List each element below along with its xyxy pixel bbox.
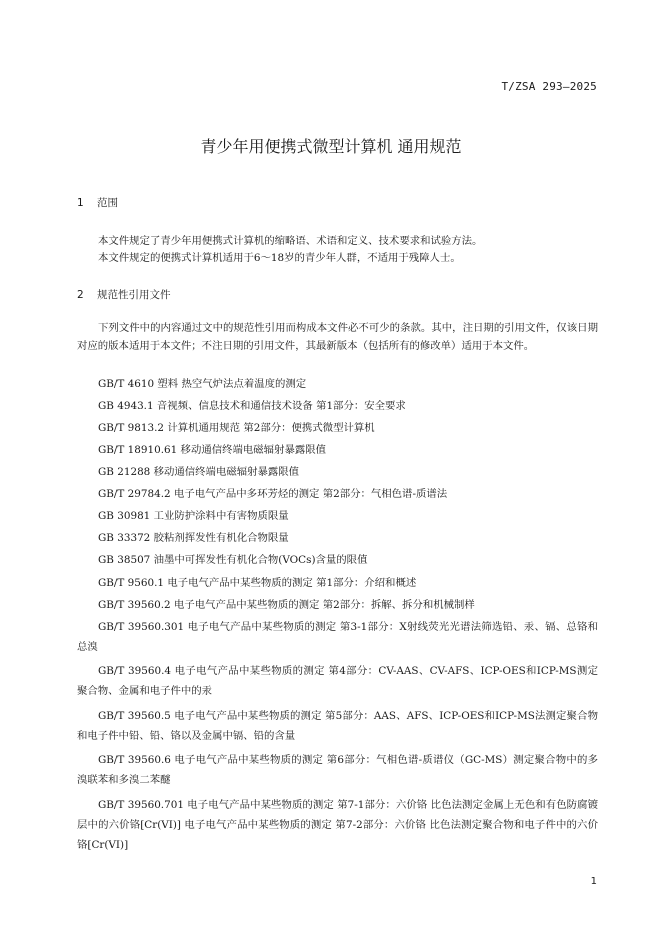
reference-item: GB 21288 移动通信终端电磁辐射暴露限值 [98,466,300,478]
reference-item: GB 33372 胶粘剂挥发性有机化合物限量 [98,532,289,544]
reference-item: GB 38507 油墨中可挥发性有机化合物(VOCs)含量的限值 [98,554,368,566]
document-number: T/ZSA 293—2025 [501,80,597,93]
document-title: 青少年用便携式微型计算机 通用规范 [200,137,462,156]
reference-item: GB 4943.1 音视频、信息技术和通信技术设备 第1部分：安全要求 [98,400,406,412]
reference-item: GB/T 39560.701 电子电气产品中某些物质的测定 第7-1部分：六价铬 比色法测定金属上无色和有色防腐镀层中的六价铬[Cr(VI)] 电子电气产品中某些物质的测定 第7-2部分：六价铬 比色法测定聚合物和电子件中的六价铬[Cr(VI)] [77,799,598,851]
reference-item: GB/T 39560.5 电子电气产品中某些物质的测定 第5部分：AAS、AFS、ICP-OES和ICP-MS法测定聚合物和电子件中铅、铅、铬以及金属中镉、铅的含量 [77,710,598,742]
section-number: 1 [77,197,84,209]
references-intro: 下列文件中的内容通过文中的规范性引用而构成本文件必不可少的条款。其中，注日期的引用文件，仅该日期对应的版本适用于本文件；不注日期的引用文件，其最新版本（包括所有的修改单）适用于本文件。 [77,322,598,352]
reference-item: GB/T 18910.61 移动通信终端电磁辐射暴露限值 [98,444,327,456]
page-number: 1 [590,876,597,887]
section-1-heading [77,195,118,210]
reference-item: GB/T 39560.6 电子电气产品中某些物质的测定 第6部分：气相色谱-质谱仪（GC-MS）测定聚合物中的多溴联苯和多溴二苯醚 [77,754,598,786]
reference-item: GB/T 39560.301 电子电气产品中某些物质的测定 第3-1部分：X射线荧光光谱法筛选铅、汞、镉、总铬和总溴 [77,621,598,653]
reference-item: GB/T 9560.1 电子电气产品中某些物质的测定 第1部分：介绍和概述 [98,577,417,589]
reference-item: GB/T 39560.2 电子电气产品中某些物质的测定 第2部分：拆解、拆分和机械制样 [98,599,475,611]
section-number: 2 [77,289,84,301]
reference-item: GB/T 39560.4 电子电气产品中某些物质的测定 第4部分：CV-AAS、CV-AFS、ICP-OES和ICP-MS测定聚合物、金属和电子件中的汞 [77,665,598,697]
reference-item: GB 30981 工业防护涂料中有害物质限量 [98,510,289,522]
section-title: 规范性引用文件 [97,289,171,301]
section-2-heading [77,287,171,302]
scope-paragraph: 本文件规定的便携式计算机适用于6～18岁的青少年人群，不适用于残障人士。 [98,252,461,264]
reference-item: GB/T 4610 塑料 热空气炉法点着温度的测定 [98,378,307,390]
reference-item: GB/T 29784.2 电子电气产品中多环芳烃的测定 第2部分：气相色谱-质谱法 [98,488,448,500]
section-title: 范围 [97,197,118,209]
scope-paragraph: 本文件规定了青少年用便携式计算机的缩略语、术语和定义、技术要求和试验方法。 [98,235,483,247]
reference-item: GB/T 9813.2 计算机通用规范 第2部分：便携式微型计算机 [98,422,375,434]
